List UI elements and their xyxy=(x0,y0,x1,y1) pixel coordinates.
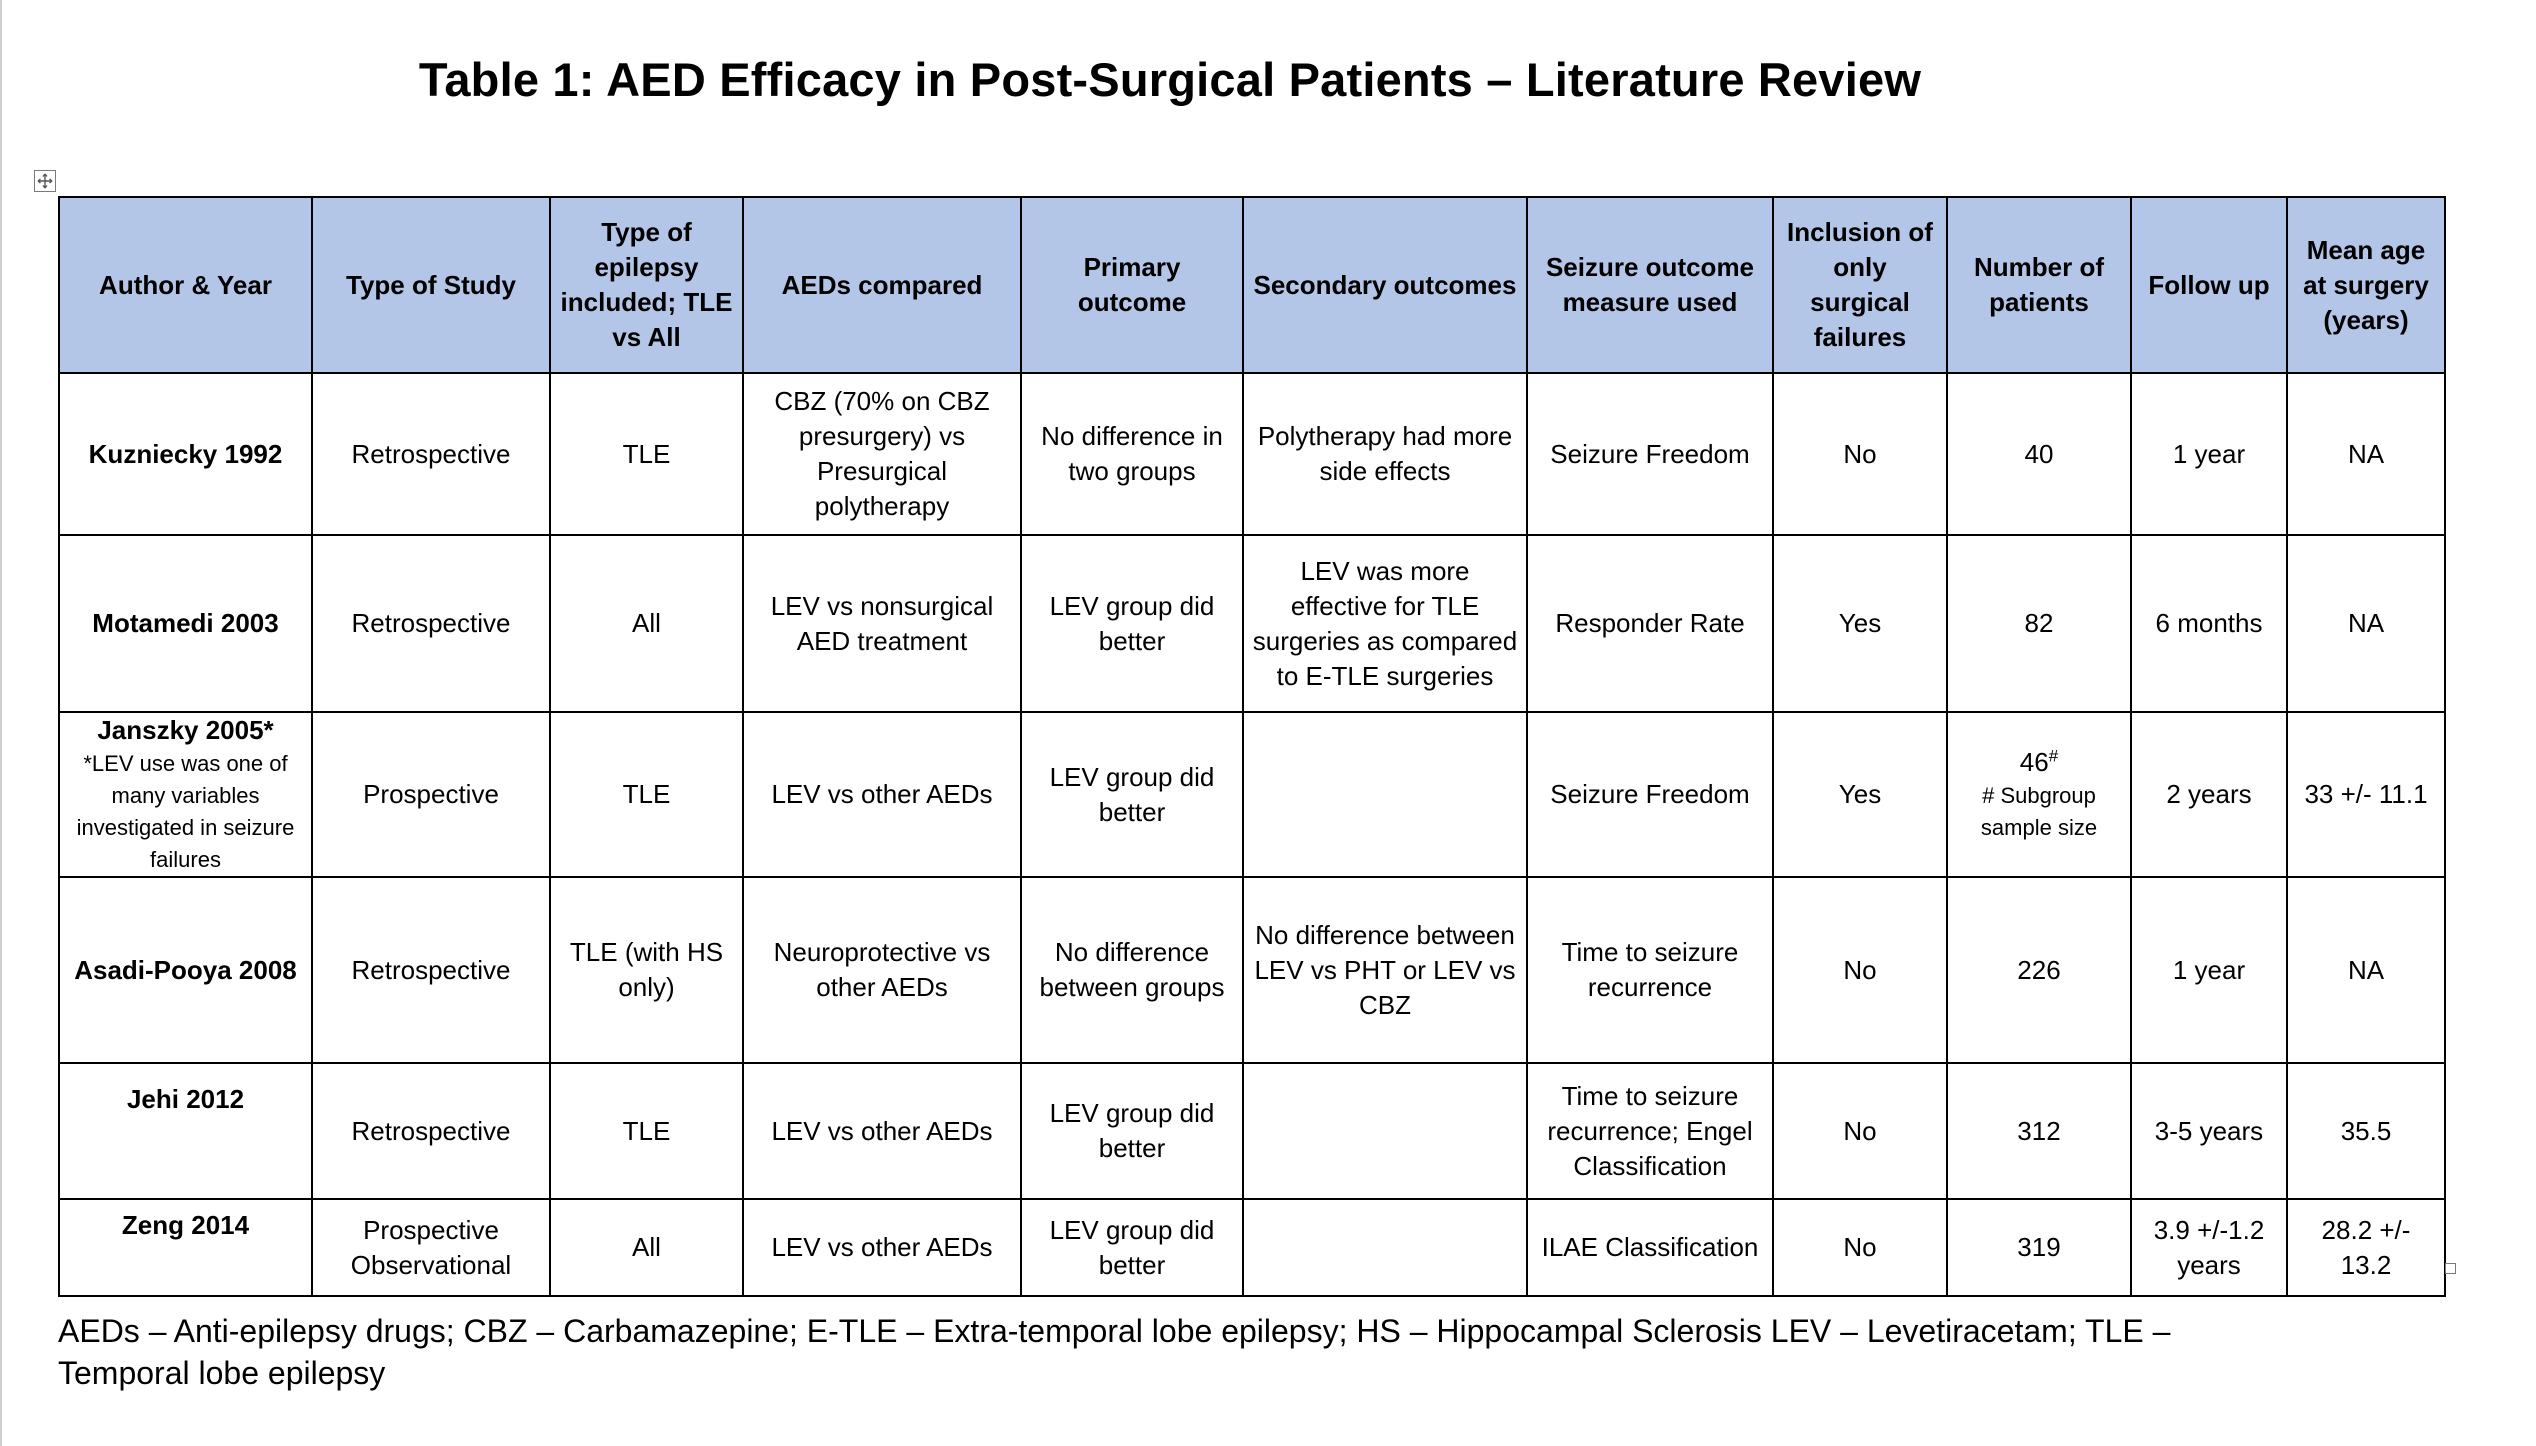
secondary-outcome-cell xyxy=(1243,1063,1527,1199)
study-type-cell: Prospective xyxy=(312,712,550,877)
table-row xyxy=(59,1063,2445,1199)
measure-cell: Seizure Freedom xyxy=(1527,712,1773,877)
measure-cell: Seizure Freedom xyxy=(1527,373,1773,535)
follow-up-cell: 6 months xyxy=(2131,535,2287,712)
aeds-cell: Neuroprotective vs other AEDs xyxy=(743,877,1021,1063)
surgical-failures-cell: Yes xyxy=(1773,712,1947,877)
author-name: Janszky 2005* xyxy=(97,715,274,745)
measure-cell: Responder Rate xyxy=(1527,535,1773,712)
header-cell: Author & Year xyxy=(59,197,312,373)
header-cell: Mean age at surgery (years) xyxy=(2287,197,2445,373)
study-type-cell: Retrospective xyxy=(312,535,550,712)
mean-age-cell: 28.2 +/- 13.2 xyxy=(2287,1199,2445,1296)
aeds-cell: CBZ (70% on CBZ presurgery) vs Presurgical polytherapy xyxy=(743,373,1021,535)
primary-outcome-cell: No difference in two groups xyxy=(1021,373,1243,535)
aeds-cell: LEV vs other AEDs xyxy=(743,712,1021,877)
mean-age-cell: 35.5 xyxy=(2287,1063,2445,1199)
abbreviations-footnote: AEDs – Anti-epilepsy drugs; CBZ – Carbamazepine; E-TLE – Extra-temporal lobe epilepsy; HS – Hippocampal Sclerosis LEV – Levetiracetam; TLE – Temporal lobe epilepsy xyxy=(58,1313,2171,1391)
follow-up-cell: 3-5 years xyxy=(2131,1063,2287,1199)
table-row xyxy=(59,535,2445,712)
secondary-outcome-cell: Polytherapy had more side effects xyxy=(1243,373,1527,535)
header-cell: Follow up xyxy=(2131,197,2287,373)
mean-age-cell: NA xyxy=(2287,535,2445,712)
document-title: Table 1: AED Efficacy in Post-Surgical Patients – Literature Review xyxy=(418,53,1922,106)
author-cell: Kuzniecky 1992 xyxy=(59,373,312,535)
patients-cell: 82 xyxy=(1947,535,2131,712)
study-type-cell: Prospective Observational xyxy=(312,1199,550,1296)
move-arrows-icon xyxy=(37,173,53,189)
table-row xyxy=(59,712,2445,877)
table-resize-handle-icon[interactable] xyxy=(2445,1263,2456,1274)
author-cell: Jehi 2012 xyxy=(59,1063,312,1199)
author-note: *LEV use was one of many variables investigated in seizure failures xyxy=(76,751,295,872)
mean-age-cell: NA xyxy=(2287,373,2445,535)
page-edge xyxy=(0,0,2,1446)
primary-outcome-cell: LEV group did better xyxy=(1021,535,1243,712)
surgical-failures-cell: No xyxy=(1773,1063,1947,1199)
primary-outcome-cell: LEV group did better xyxy=(1021,712,1243,877)
patients-cell: 226 xyxy=(1947,877,2131,1063)
follow-up-cell: 1 year xyxy=(2131,373,2287,535)
epilepsy-type-cell: All xyxy=(550,1199,743,1296)
measure-cell: Time to seizure recurrence xyxy=(1527,877,1773,1063)
primary-outcome-cell: LEV group did better xyxy=(1021,1063,1243,1199)
surgical-failures-cell: Yes xyxy=(1773,535,1947,712)
header-cell: Inclusion of only surgical failures xyxy=(1773,197,1947,373)
follow-up-cell: 2 years xyxy=(2131,712,2287,877)
surgical-failures-cell: No xyxy=(1773,877,1947,1063)
secondary-outcome-cell: No difference between LEV vs PHT or LEV vs CBZ xyxy=(1243,877,1527,1063)
header-row xyxy=(59,197,2445,373)
patients-cell: 319 xyxy=(1947,1199,2131,1296)
header-cell: Secondary outcomes xyxy=(1243,197,1527,373)
epilepsy-type-cell: TLE xyxy=(550,373,743,535)
table-row xyxy=(59,1199,2445,1296)
patients-value: 46 xyxy=(2019,747,2049,777)
header-cell: Type of Study xyxy=(312,197,550,373)
study-type-cell: Retrospective xyxy=(312,373,550,535)
aeds-cell: LEV vs other AEDs xyxy=(743,1063,1021,1199)
patients-cell: 40 xyxy=(1947,373,2131,535)
epilepsy-type-cell: TLE (with HS only) xyxy=(550,877,743,1063)
study-type-cell: Retrospective xyxy=(312,877,550,1063)
epilepsy-type-cell: TLE xyxy=(550,712,743,877)
author-cell: Asadi-Pooya 2008 xyxy=(59,877,312,1063)
primary-outcome-cell: No difference between groups xyxy=(1021,877,1243,1063)
primary-outcome-cell: LEV group did better xyxy=(1021,1199,1243,1296)
table-move-handle-icon[interactable] xyxy=(34,170,56,192)
header-cell: AEDs compared xyxy=(743,197,1021,373)
table-row xyxy=(59,877,2445,1063)
surgical-failures-cell: No xyxy=(1773,1199,1947,1296)
literature-table xyxy=(58,196,2446,1297)
study-type-cell: Retrospective xyxy=(312,1063,550,1199)
follow-up-cell: 1 year xyxy=(2131,877,2287,1063)
mean-age-cell: 33 +/- 11.1 xyxy=(2287,712,2445,877)
author-cell: Zeng 2014 xyxy=(59,1199,312,1296)
epilepsy-type-cell: All xyxy=(550,535,743,712)
header-cell: Seizure outcome measure used xyxy=(1527,197,1773,373)
follow-up-cell: 3.9 +/-1.2 years xyxy=(2131,1199,2287,1296)
author-cell xyxy=(59,712,312,877)
table-row xyxy=(59,373,2445,535)
author-cell: Motamedi 2003 xyxy=(59,535,312,712)
measure-cell: ILAE Classification xyxy=(1527,1199,1773,1296)
aeds-cell: LEV vs nonsurgical AED treatment xyxy=(743,535,1021,712)
patients-cell: 312 xyxy=(1947,1063,2131,1199)
header-cell: Type of epilepsy included; TLE vs All xyxy=(550,197,743,373)
subgroup-mark: # xyxy=(2048,746,2059,766)
secondary-outcome-cell xyxy=(1243,712,1527,877)
aeds-cell: LEV vs other AEDs xyxy=(743,1199,1021,1296)
patients-note: # Subgroup sample size xyxy=(1980,783,2098,840)
surgical-failures-cell: No xyxy=(1773,373,1947,535)
header-cell: Number of patients xyxy=(1947,197,2131,373)
patients-cell xyxy=(1947,712,2131,877)
header-cell: Primary outcome xyxy=(1021,197,1243,373)
measure-cell: Time to seizure recurrence; Engel Classification xyxy=(1527,1063,1773,1199)
epilepsy-type-cell: TLE xyxy=(550,1063,743,1199)
secondary-outcome-cell xyxy=(1243,1199,1527,1296)
mean-age-cell: NA xyxy=(2287,877,2445,1063)
secondary-outcome-cell: LEV was more effective for TLE surgeries as compared to E-TLE surgeries xyxy=(1243,535,1527,712)
